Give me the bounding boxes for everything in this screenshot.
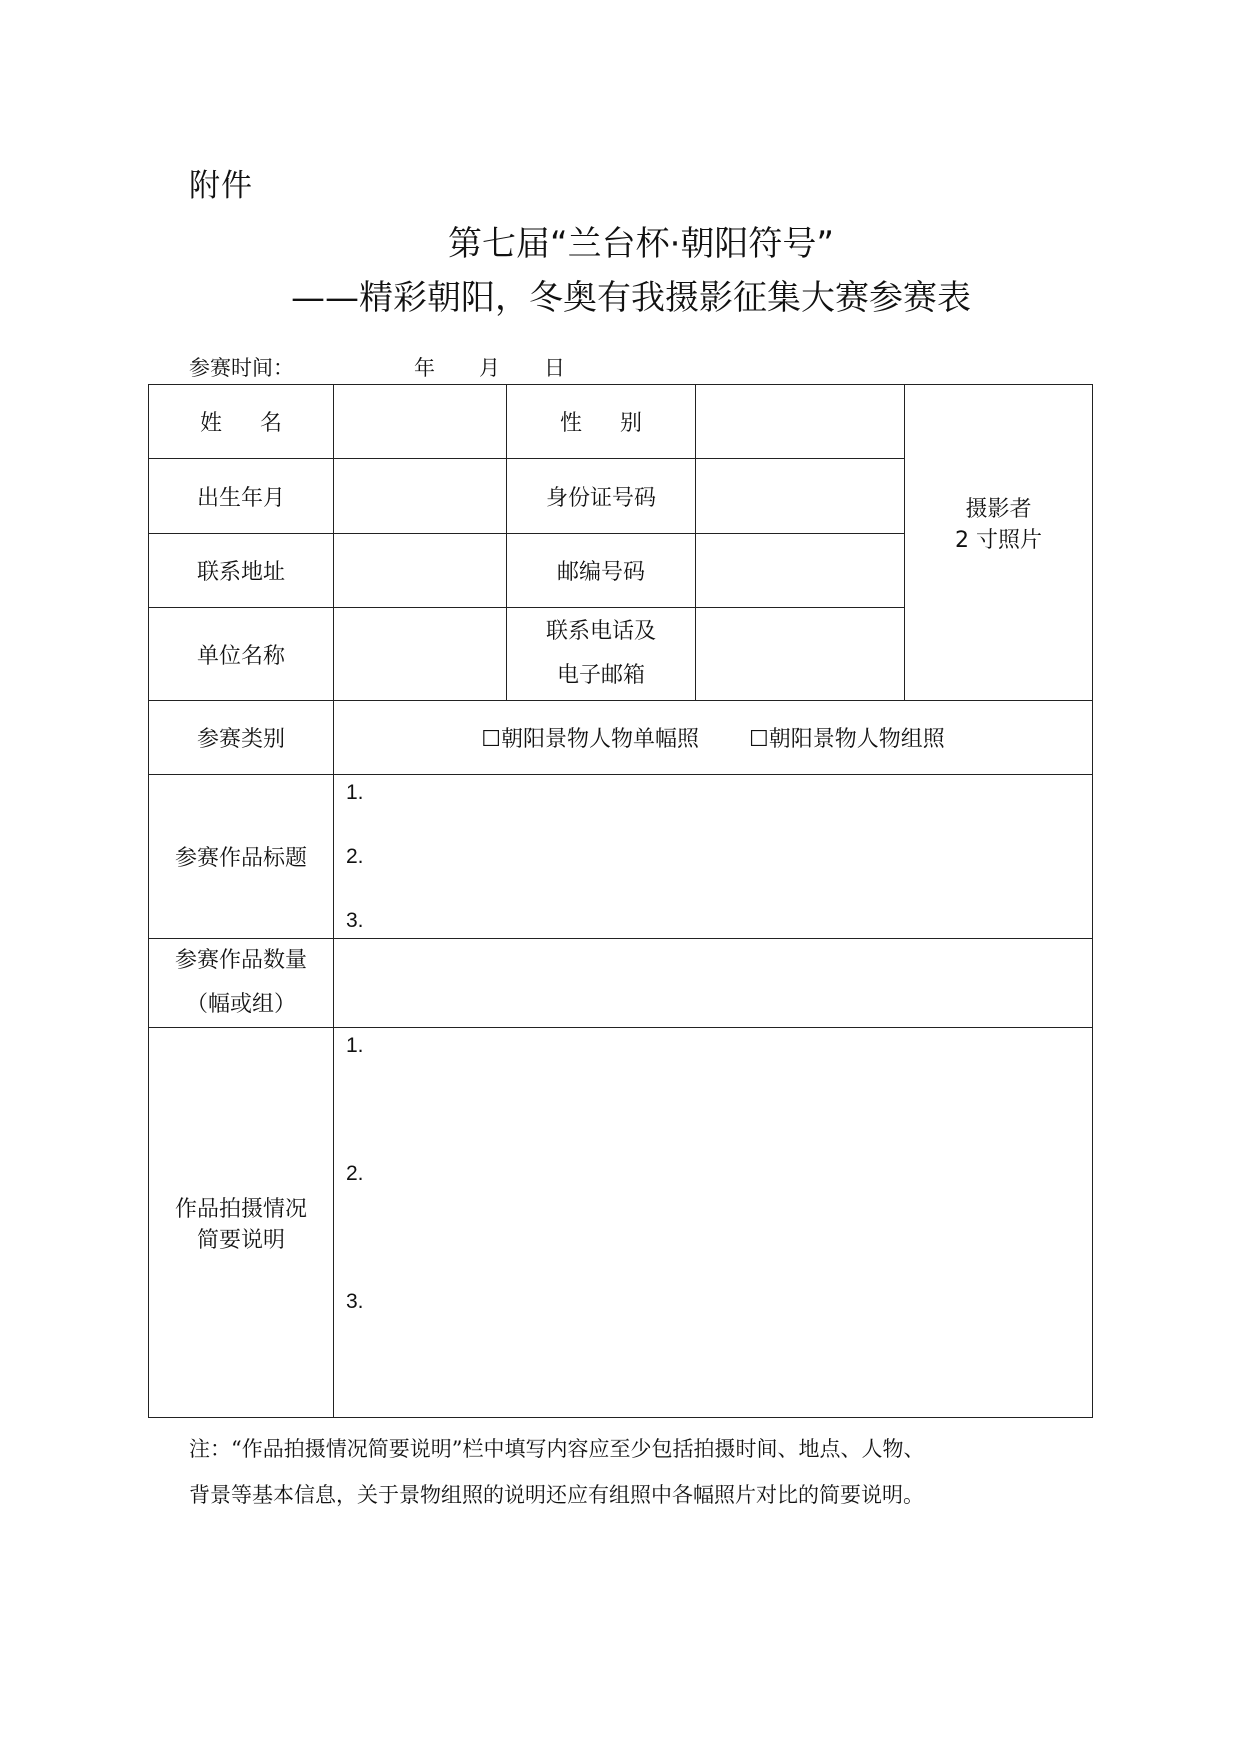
note-line2: 背景等基本信息，关于景物组照的说明还应有组照中各幅照片对比的简要说明。 (189, 1483, 924, 1507)
photo-label-line2: 2 寸照片 (955, 527, 1042, 553)
category-option-single[interactable]: ☐朝阳景物人物单幅照 (481, 727, 699, 752)
organization-field[interactable] (334, 608, 507, 701)
birth-label: 出生年月 (149, 459, 334, 534)
photo-label-line1: 摄影者 (965, 496, 1032, 522)
table-row (149, 385, 1093, 459)
gender-label: 性别 (507, 385, 696, 459)
form-title-line1: 第七届“兰台杯·朝阳符号” (447, 224, 835, 264)
category-label: 参赛类别 (149, 701, 334, 775)
birth-field[interactable] (334, 459, 507, 534)
photo-placeholder[interactable] (905, 385, 1093, 701)
work-titles-field[interactable] (334, 775, 1093, 939)
description-item-2: 2. (346, 1162, 364, 1185)
form-note (189, 1426, 1089, 1518)
form-title-line2: ——精彩朝阳，冬奥有我摄影征集大赛参赛表 (291, 278, 971, 318)
category-option-group[interactable]: ☐朝阳景物人物组照 (749, 727, 945, 752)
name-label: 姓名 (149, 385, 334, 459)
date-day-field[interactable]: 日 (544, 356, 565, 380)
entry-date-line (189, 352, 565, 382)
date-year-field[interactable]: 年 (414, 356, 435, 380)
name-field[interactable] (334, 385, 507, 459)
work-titles-label: 参赛作品标题 (149, 775, 334, 939)
work-quantity-label: 参赛作品数量 （幅或组） (149, 939, 334, 1028)
id-number-label: 身份证号码 (507, 459, 696, 534)
checkbox-icon[interactable]: ☐ (749, 727, 769, 752)
entry-date-label: 参赛时间： (189, 356, 294, 380)
work-quantity-field[interactable] (334, 939, 1093, 1028)
category-options (334, 701, 1093, 775)
date-month-field[interactable]: 月 (479, 356, 500, 380)
table-row (149, 939, 1093, 1028)
checkbox-icon[interactable]: ☐ (481, 727, 501, 752)
table-row (149, 775, 1093, 939)
table-row (149, 701, 1093, 775)
id-number-field[interactable] (696, 459, 905, 534)
table-row (149, 1028, 1093, 1418)
contact-label: 联系电话及 电子邮箱 (507, 608, 696, 701)
contact-field[interactable] (696, 608, 905, 701)
description-item-3: 3. (346, 1290, 364, 1313)
gender-field[interactable] (696, 385, 905, 459)
postcode-label: 邮编号码 (507, 534, 696, 608)
title-item-3: 3. (346, 909, 364, 932)
address-label: 联系地址 (149, 534, 334, 608)
entry-form-table (148, 384, 1093, 1418)
postcode-field[interactable] (696, 534, 905, 608)
shooting-description-label: 作品拍摄情况 简要说明 (149, 1028, 334, 1418)
description-item-1: 1. (346, 1034, 364, 1057)
title-item-1: 1. (346, 781, 364, 804)
address-field[interactable] (334, 534, 507, 608)
note-line1: 注：“作品拍摄情况简要说明”栏中填写内容应至少包括拍摄时间、地点、人物、 (189, 1437, 925, 1461)
title-item-2: 2. (346, 845, 364, 868)
attachment-label: 附件 (189, 168, 253, 204)
shooting-description-field[interactable] (334, 1028, 1093, 1418)
organization-label: 单位名称 (149, 608, 334, 701)
